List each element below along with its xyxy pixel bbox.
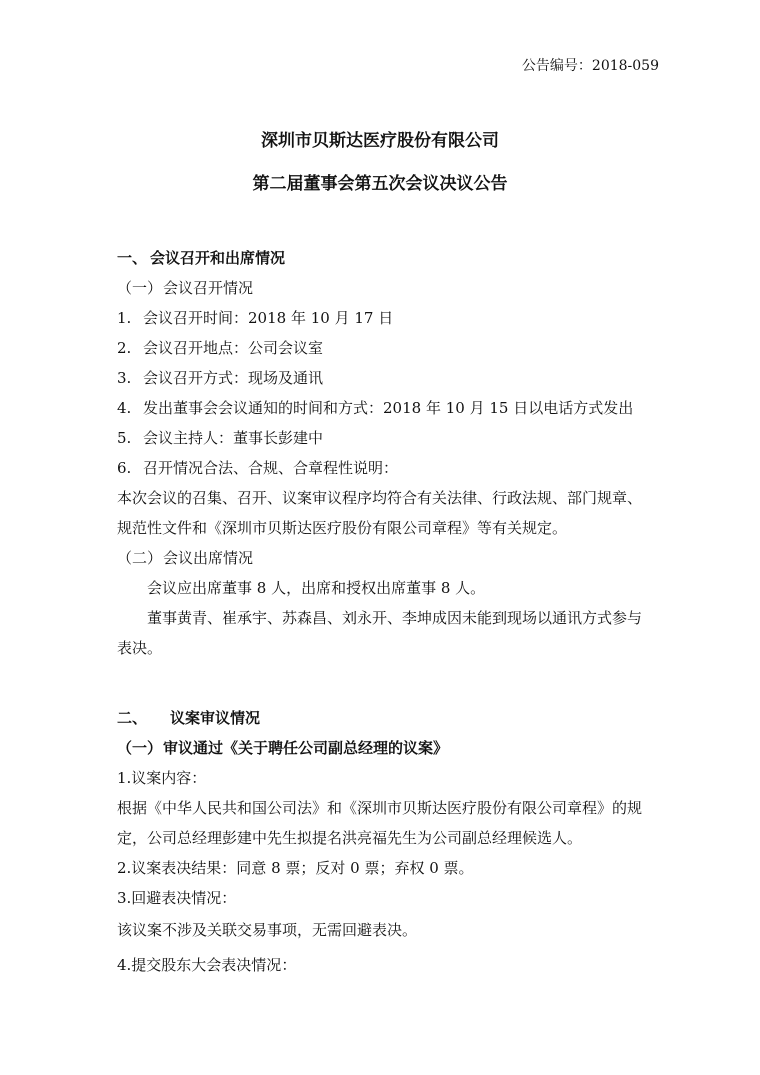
section2-title: 议案审议情况: [170, 709, 261, 727]
remote-participation-line-end: 表决。: [117, 639, 163, 657]
remote-participation-line: 董事黄青、崔承宇、苏森昌、刘永开、李坤成因未能到现场以通讯方式参与: [147, 609, 643, 627]
section1-title: 会议召开和出席情况: [150, 249, 286, 267]
list-item: [117, 428, 323, 448]
section2-number: 二、: [117, 709, 148, 727]
list-item-number: 1.: [117, 309, 132, 327]
recusal-label: 3.回避表决情况：: [117, 889, 237, 907]
attendance-line: 会议应出席董事 8 人，出席和授权出席董事 8 人。: [147, 579, 486, 597]
list-item: [117, 308, 393, 328]
list-item-text: 会议召开时间：2018 年 10 月 17 日: [143, 309, 394, 327]
section2-sub1-number: （一）: [117, 739, 163, 757]
list-item-number: 6.: [117, 459, 132, 477]
proposal-content-line2: 定，公司总经理彭建中先生拟提名洪亮福先生为公司副总经理候选人。: [117, 829, 583, 847]
list-item: [117, 458, 398, 478]
announcement-number: 公告编号：2018-059: [521, 58, 659, 74]
list-item-number: 5.: [117, 429, 132, 447]
compliance-paragraph-line1: 本次会议的召集、召开、议案审议程序均符合有关法律、行政法规、部门规章、: [117, 489, 643, 507]
list-item-text: 会议召开地点：公司会议室: [143, 339, 324, 357]
list-item: [117, 398, 633, 418]
section2-sub1-heading: [117, 738, 448, 758]
proposal-content-line1: 根据《中华人民共和国公司法》和《深圳市贝斯达医疗股份有限公司章程》的规: [117, 799, 643, 817]
list-item-number: 2.: [117, 339, 132, 357]
proposal-content-label: 1.议案内容：: [117, 769, 207, 787]
section1-sub2-number: （二）: [117, 549, 163, 567]
compliance-paragraph-line2: 规范性文件和《深圳市贝斯达医疗股份有限公司章程》等有关规定。: [117, 519, 568, 537]
section1-heading: [117, 248, 285, 268]
recusal-text: 该议案不涉及关联交易事项，无需回避表决。: [117, 921, 418, 939]
section1-sub1-number: （一）: [117, 279, 163, 297]
section1-sub2-title: 会议出席情况: [163, 549, 254, 567]
section1-number: 一、: [117, 249, 148, 267]
section1-sub2-heading: [117, 548, 253, 568]
list-item-number: 4.: [117, 399, 132, 417]
list-item: [117, 368, 323, 388]
list-item-number: 3.: [117, 369, 132, 387]
list-item: [117, 338, 323, 358]
section2-sub1-title: 审议通过《关于聘任公司副总经理的议案》: [163, 739, 449, 757]
section1-sub1-heading: [117, 278, 253, 298]
section1-sub1-title: 会议召开情况: [163, 279, 254, 297]
section2-heading: [117, 708, 260, 728]
company-title: 深圳市贝斯达医疗股份有限公司: [261, 131, 499, 151]
list-item-text: 发出董事会会议通知的时间和方式：2018 年 10 月 15 日以电话方式发出: [143, 399, 634, 417]
list-item-text: 会议主持人：董事长彭建中: [143, 429, 324, 447]
announcement-title: 第二届董事会第五次会议决议公告: [252, 174, 508, 194]
list-item-text: 召开情况合法、合规、合章程性说明：: [143, 459, 399, 477]
shareholder-meeting-label: 4.提交股东大会表决情况：: [117, 956, 297, 974]
vote-result: 2.议案表决结果：同意 8 票；反对 0 票；弃权 0 票。: [117, 859, 474, 877]
list-item-text: 会议召开方式：现场及通讯: [143, 369, 324, 387]
